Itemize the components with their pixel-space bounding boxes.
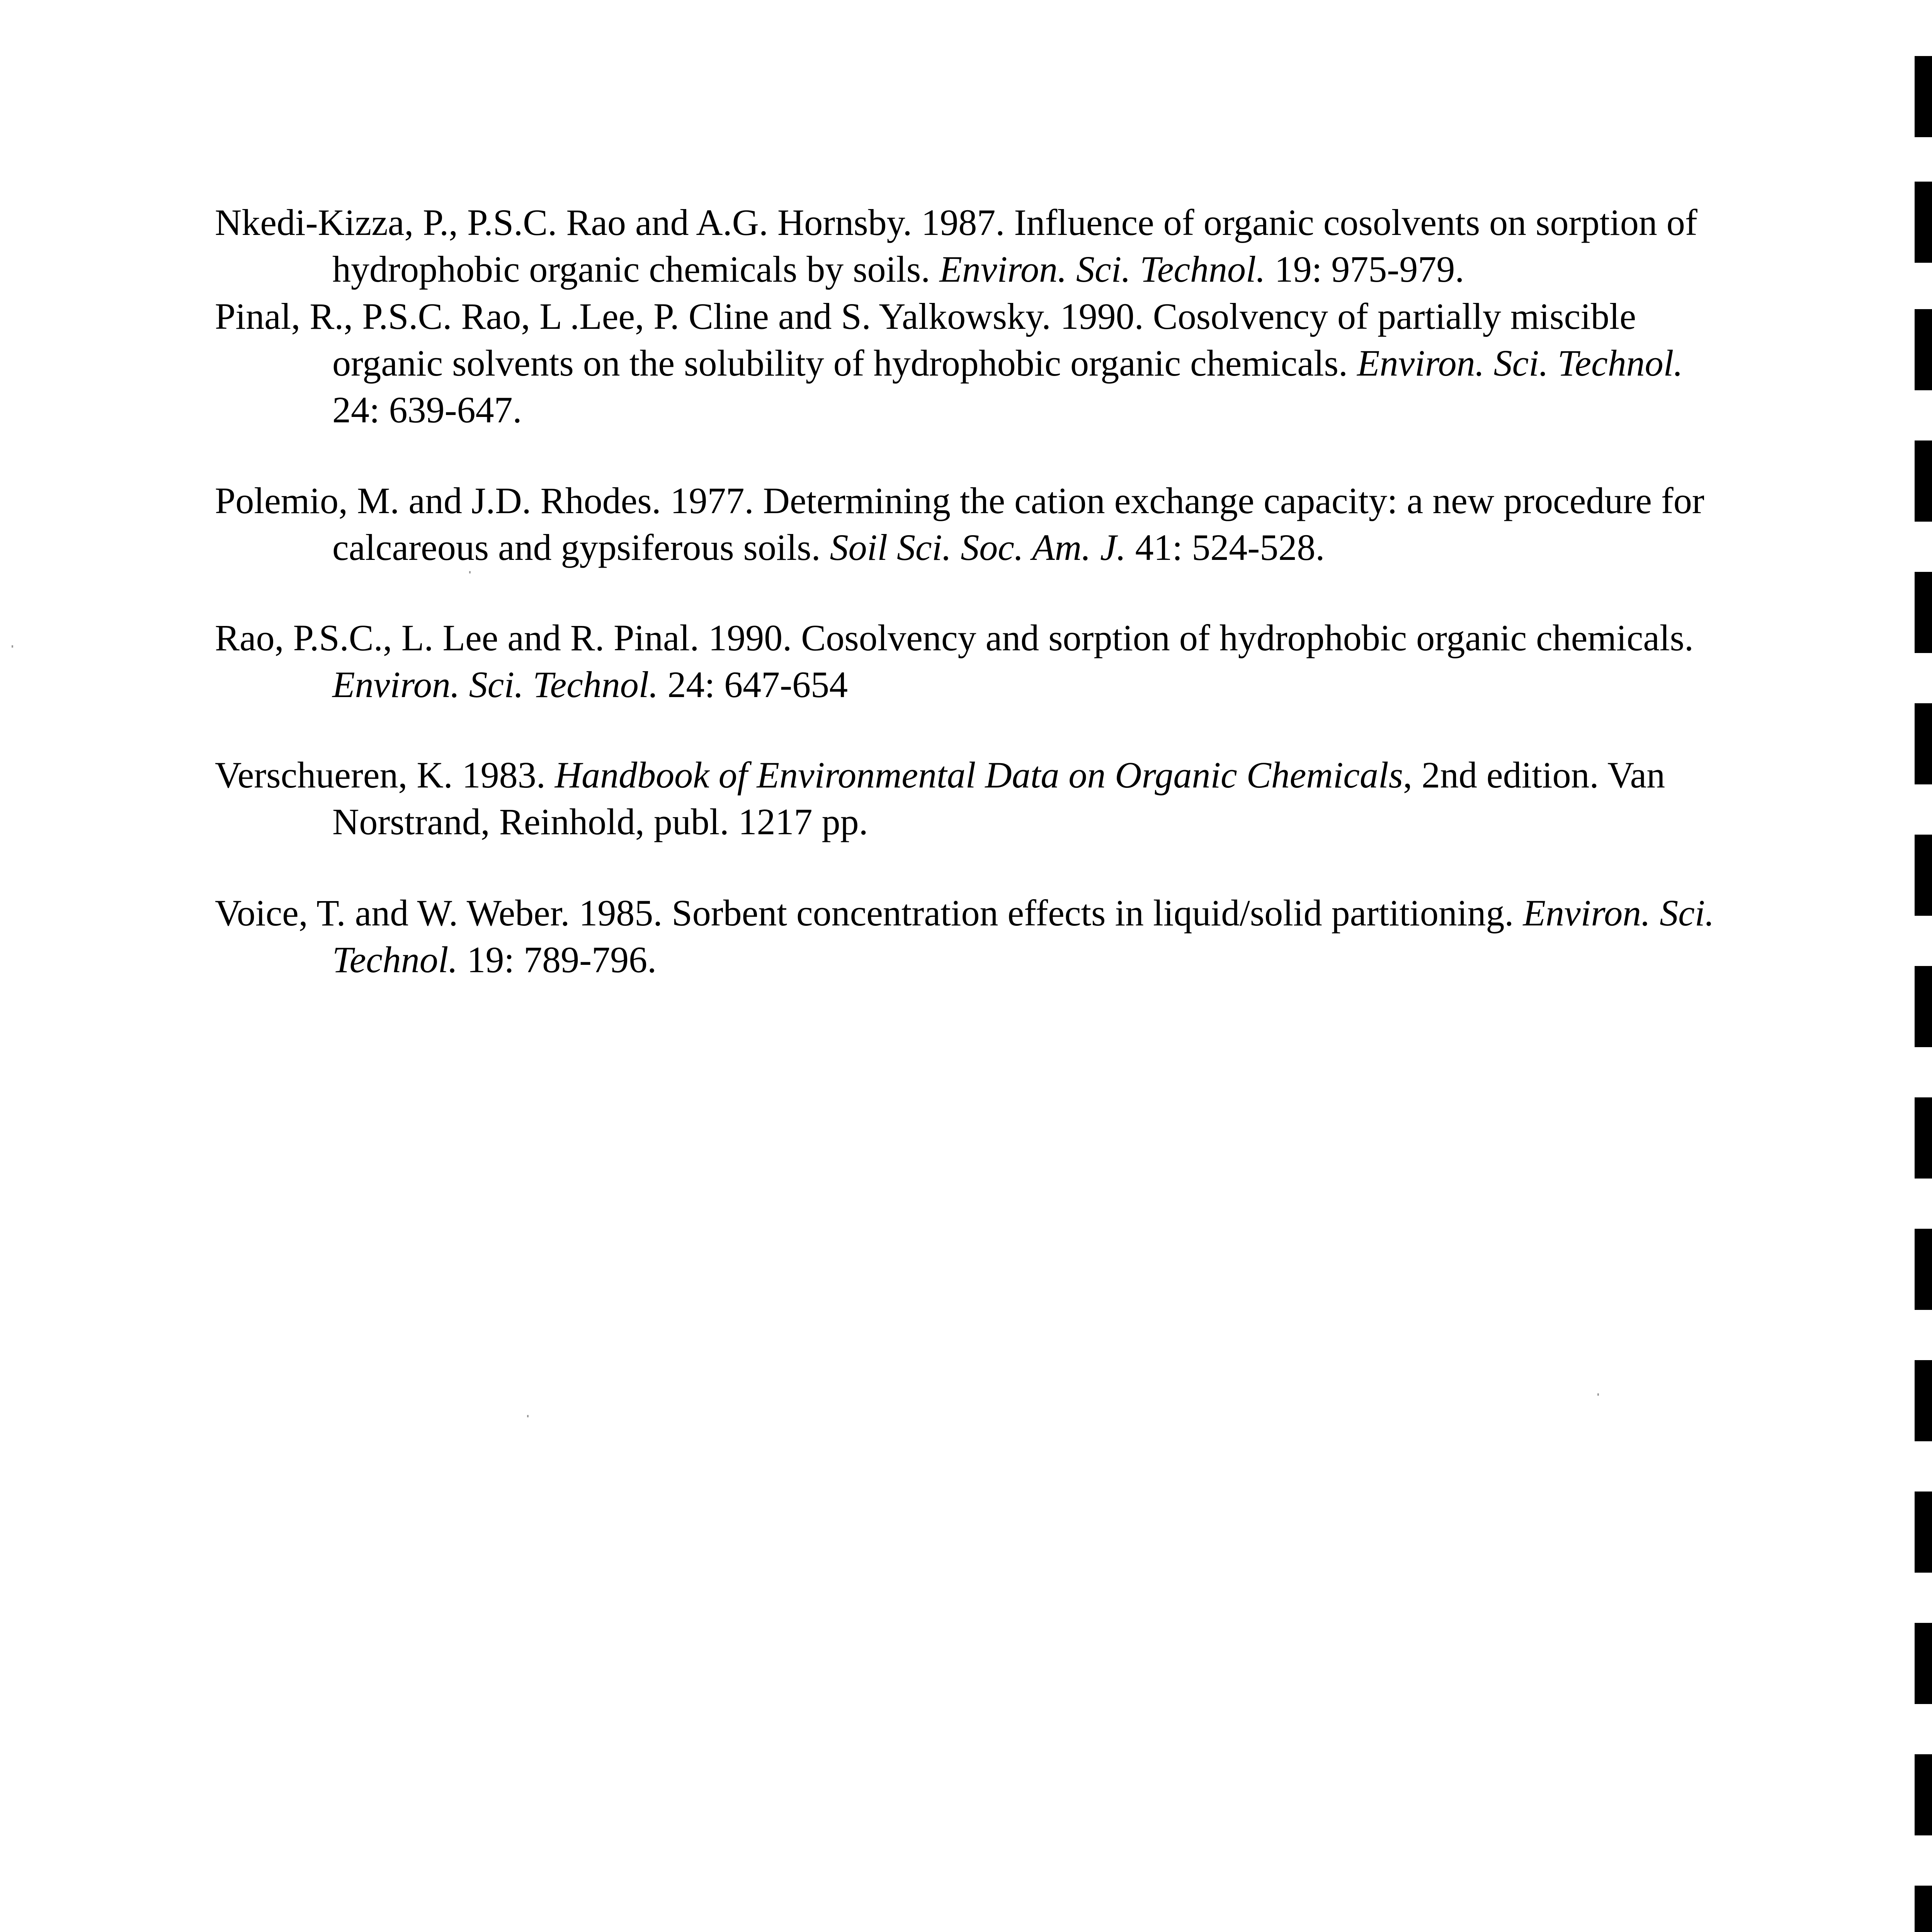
- binding-mark: [1915, 56, 1932, 137]
- scan-speck: [12, 645, 13, 648]
- reference-authors: Verschueren, K.: [215, 754, 453, 796]
- reference-authors: Rao, P.S.C., L. Lee and R. Pinal.: [215, 617, 699, 658]
- reference-verschueren-1983: [215, 752, 1737, 845]
- scan-speck: [469, 571, 471, 573]
- binding-mark: [1915, 572, 1932, 653]
- reference-authors: Voice, T. and W. Weber.: [215, 892, 570, 934]
- reference-pinal-1990: [215, 293, 1737, 433]
- binding-mark: [1915, 182, 1932, 263]
- binding-mark: [1915, 966, 1932, 1047]
- reference-nkedi-kizza-1987: [215, 199, 1737, 293]
- reference-citation: 19: 789-796.: [467, 939, 657, 980]
- reference-journal: Environ. Sci. Technol.: [332, 664, 658, 705]
- binding-mark: [1915, 1097, 1932, 1179]
- reference-book-title: Handbook of Environmental Data on Organic Chemicals: [554, 754, 1403, 796]
- reference-citation: 19: 975-979.: [1274, 248, 1464, 290]
- binding-mark: [1915, 1492, 1932, 1573]
- reference-year: 1977.: [670, 480, 754, 521]
- reference-year: 1985.: [579, 892, 663, 934]
- binding-mark: [1915, 309, 1932, 390]
- reference-journal: Soil Sci. Soc. Am. J.: [830, 527, 1126, 568]
- binding-mark: [1915, 1886, 1932, 1932]
- reference-title: Determining the cation exchange capacity: a new procedure for calcareous and gypsiferous soils.: [332, 480, 1704, 568]
- reference-title: Sorbent concentration effects in liquid/solid partitioning.: [672, 892, 1514, 934]
- binding-mark: [1915, 1229, 1932, 1310]
- reference-journal: Environ. Sci. Technol.: [939, 248, 1265, 290]
- scan-speck: [527, 1415, 529, 1417]
- reference-year: 1990.: [708, 617, 792, 658]
- binding-mark: [1915, 835, 1932, 916]
- reference-year: 1990.: [1060, 296, 1144, 337]
- reference-year: 1983.: [462, 754, 546, 796]
- binding-mark: [1915, 1360, 1932, 1441]
- binding-mark: [1915, 703, 1932, 784]
- reference-title: Cosolvency of partially miscible organic solvents on the solubility of hydrophobic organic chemicals.: [332, 296, 1636, 384]
- binding-mark: [1915, 1754, 1932, 1835]
- reference-details: , 2nd edition. Van Norstrand, Reinhold, publ. 1217 pp.: [332, 754, 1665, 842]
- reference-journal: Environ. Sci. Technol.: [1357, 342, 1683, 384]
- reference-citation: 24: 647-654: [667, 664, 848, 705]
- reference-title: Influence of organic cosolvents on sorption of hydrophobic organic chemicals by soils.: [332, 202, 1697, 290]
- binding-mark: [1915, 440, 1932, 522]
- reference-polemio-1977: [215, 477, 1737, 571]
- reference-rao-1990: [215, 614, 1737, 708]
- reference-citation: 24: 639-647.: [332, 389, 522, 430]
- reference-voice-1985: [215, 889, 1737, 983]
- reference-authors: Nkedi-Kizza, P., P.S.C. Rao and A.G. Hornsby.: [215, 202, 912, 243]
- binding-mark: [1915, 1623, 1932, 1704]
- reference-title: Cosolvency and sorption of hydrophobic organic chemicals.: [801, 617, 1694, 658]
- reference-year: 1987.: [921, 202, 1005, 243]
- reference-authors: Polemio, M. and J.D. Rhodes.: [215, 480, 661, 521]
- reference-citation: 41: 524-528.: [1135, 527, 1325, 568]
- reference-journal: Environ. Sci. Technol.: [332, 892, 1714, 980]
- scan-speck: [1597, 1393, 1599, 1396]
- reference-authors: Pinal, R., P.S.C. Rao, L .Lee, P. Cline and S. Yalkowsky.: [215, 296, 1051, 337]
